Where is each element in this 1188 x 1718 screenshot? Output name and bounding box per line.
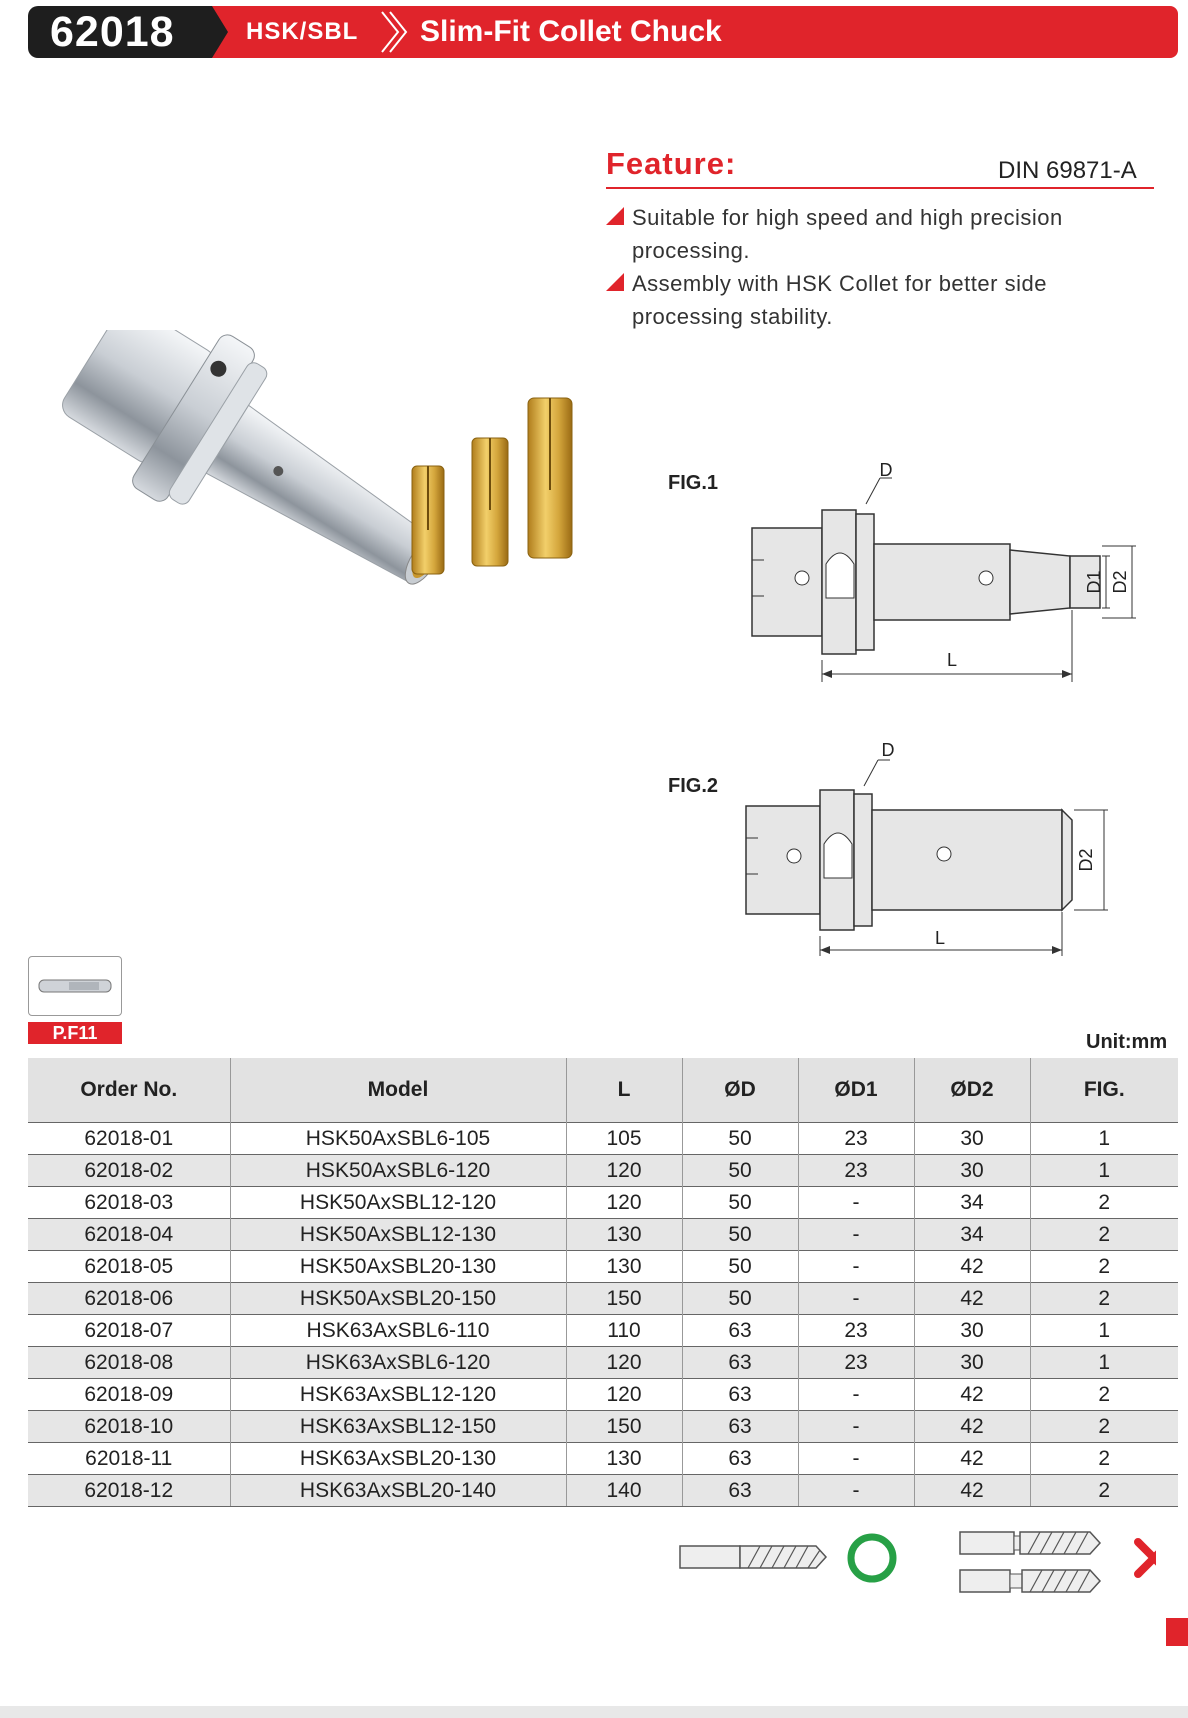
cell-order-no: 62018-07 bbox=[28, 1315, 230, 1347]
cell-fig: 2 bbox=[1030, 1283, 1178, 1315]
cell-d: 63 bbox=[682, 1379, 798, 1411]
cell-d: 63 bbox=[682, 1315, 798, 1347]
cell-fig: 2 bbox=[1030, 1251, 1178, 1283]
product-code: 62018 bbox=[50, 8, 175, 56]
cell-d2: 42 bbox=[914, 1379, 1030, 1411]
cell-fig: 2 bbox=[1030, 1411, 1178, 1443]
table-header-row bbox=[28, 1058, 1178, 1123]
endmill-stepped-shank-icon bbox=[960, 1532, 1100, 1592]
table-row bbox=[28, 1347, 1178, 1379]
cell-d2: 42 bbox=[914, 1475, 1030, 1507]
cell-model: HSK50AxSBL20-150 bbox=[230, 1283, 566, 1315]
table-row bbox=[28, 1379, 1178, 1411]
cell-d1: - bbox=[798, 1187, 914, 1219]
fig2-dim-d: D bbox=[881, 740, 895, 760]
table-row bbox=[28, 1251, 1178, 1283]
page-title: Slim-Fit Collet Chuck bbox=[420, 15, 722, 48]
triangle-bullet-icon bbox=[606, 273, 624, 291]
fig2-dim-d2: D2 bbox=[1076, 848, 1096, 872]
check-circle-icon bbox=[851, 1537, 893, 1579]
cell-model: HSK50AxSBL6-120 bbox=[230, 1155, 566, 1187]
cell-d: 50 bbox=[682, 1251, 798, 1283]
collet-thumbnail[interactable] bbox=[28, 956, 122, 1016]
cell-order-no: 62018-01 bbox=[28, 1123, 230, 1155]
cell-order-no: 62018-04 bbox=[28, 1219, 230, 1251]
cell-d2: 42 bbox=[914, 1443, 1030, 1475]
chevron-right-icon bbox=[376, 6, 416, 58]
product-photo bbox=[40, 330, 640, 670]
fig1-dim-d2: D2 bbox=[1110, 570, 1130, 594]
triangle-bullet-icon bbox=[606, 207, 624, 225]
cell-d1: - bbox=[798, 1411, 914, 1443]
cell-l: 120 bbox=[566, 1347, 682, 1379]
table-row bbox=[28, 1475, 1178, 1507]
cell-d2: 34 bbox=[914, 1219, 1030, 1251]
table-row bbox=[28, 1187, 1178, 1219]
fig2-drawing bbox=[740, 740, 1160, 960]
cell-l: 120 bbox=[566, 1187, 682, 1219]
cell-d1: - bbox=[798, 1283, 914, 1315]
table-row bbox=[28, 1219, 1178, 1251]
cell-fig: 1 bbox=[1030, 1123, 1178, 1155]
cell-order-no: 62018-12 bbox=[28, 1475, 230, 1507]
cell-d1: - bbox=[798, 1219, 914, 1251]
col-model: Model bbox=[230, 1058, 566, 1123]
page-edge-tab bbox=[1166, 1618, 1188, 1646]
cell-d1: 23 bbox=[798, 1347, 914, 1379]
col-d1: ØD1 bbox=[798, 1058, 914, 1123]
cell-order-no: 62018-05 bbox=[28, 1251, 230, 1283]
col-l: L bbox=[566, 1058, 682, 1123]
cell-d2: 30 bbox=[914, 1315, 1030, 1347]
cell-d: 63 bbox=[682, 1411, 798, 1443]
cell-d1: - bbox=[798, 1475, 914, 1507]
cell-d1: - bbox=[798, 1443, 914, 1475]
cell-d: 50 bbox=[682, 1187, 798, 1219]
cell-model: HSK50AxSBL6-105 bbox=[230, 1123, 566, 1155]
cell-fig: 2 bbox=[1030, 1475, 1178, 1507]
table-row bbox=[28, 1155, 1178, 1187]
cell-fig: 2 bbox=[1030, 1219, 1178, 1251]
cross-icon bbox=[1138, 1542, 1156, 1574]
cell-fig: 1 bbox=[1030, 1315, 1178, 1347]
cell-d: 63 bbox=[682, 1443, 798, 1475]
cell-model: HSK50AxSBL20-130 bbox=[230, 1251, 566, 1283]
cell-d: 50 bbox=[682, 1219, 798, 1251]
cell-d2: 42 bbox=[914, 1251, 1030, 1283]
cell-fig: 2 bbox=[1030, 1379, 1178, 1411]
cell-model: HSK63AxSBL12-150 bbox=[230, 1411, 566, 1443]
cell-d1: 23 bbox=[798, 1155, 914, 1187]
cell-d1: - bbox=[798, 1251, 914, 1283]
collet-large bbox=[528, 398, 572, 558]
cell-l: 130 bbox=[566, 1251, 682, 1283]
page-ref-badge[interactable]: P.F11 bbox=[28, 1022, 122, 1044]
fig1-label: FIG.1 bbox=[668, 472, 719, 494]
cell-d: 50 bbox=[682, 1283, 798, 1315]
cell-model: HSK63AxSBL20-130 bbox=[230, 1443, 566, 1475]
cell-order-no: 62018-10 bbox=[28, 1411, 230, 1443]
table-row bbox=[28, 1123, 1178, 1155]
cell-model: HSK63AxSBL6-120 bbox=[230, 1347, 566, 1379]
fig2-dim-l: L bbox=[934, 928, 946, 948]
cell-d2: 30 bbox=[914, 1155, 1030, 1187]
feature-item: Assembly with HSK Collet for better side processing stability. bbox=[606, 267, 1126, 333]
cell-d2: 30 bbox=[914, 1123, 1030, 1155]
fig1-drawing bbox=[740, 460, 1160, 690]
fig1-dim-d1: D1 bbox=[1084, 570, 1104, 594]
cell-order-no: 62018-08 bbox=[28, 1347, 230, 1379]
usage-guide bbox=[676, 1530, 1156, 1670]
cell-d2: 42 bbox=[914, 1411, 1030, 1443]
cell-d: 50 bbox=[682, 1155, 798, 1187]
cell-fig: 1 bbox=[1030, 1155, 1178, 1187]
cell-d: 63 bbox=[682, 1347, 798, 1379]
table-row bbox=[28, 1315, 1178, 1347]
cell-d2: 30 bbox=[914, 1347, 1030, 1379]
col-d: ØD bbox=[682, 1058, 798, 1123]
series-label: HSK/SBL bbox=[246, 18, 359, 45]
collet-thumbnail-icon bbox=[29, 957, 121, 1015]
feature-divider bbox=[606, 187, 1154, 189]
cell-d: 63 bbox=[682, 1475, 798, 1507]
cell-l: 120 bbox=[566, 1379, 682, 1411]
unit-label: Unit:mm bbox=[1086, 1031, 1168, 1053]
cell-d1: 23 bbox=[798, 1123, 914, 1155]
standard-label: DIN 69871-A bbox=[998, 157, 1137, 184]
table-row bbox=[28, 1443, 1178, 1475]
table-row bbox=[28, 1283, 1178, 1315]
cell-d1: - bbox=[798, 1379, 914, 1411]
table-row bbox=[28, 1411, 1178, 1443]
cell-l: 105 bbox=[566, 1123, 682, 1155]
col-d2: ØD2 bbox=[914, 1058, 1030, 1123]
cell-l: 120 bbox=[566, 1155, 682, 1187]
cell-l: 150 bbox=[566, 1411, 682, 1443]
fig1-dim-l: L bbox=[946, 650, 958, 670]
cell-l: 130 bbox=[566, 1443, 682, 1475]
cell-d2: 34 bbox=[914, 1187, 1030, 1219]
fig2-label: FIG.2 bbox=[668, 775, 719, 797]
cell-fig: 2 bbox=[1030, 1187, 1178, 1219]
col-order-no: Order No. bbox=[28, 1058, 230, 1123]
cell-order-no: 62018-06 bbox=[28, 1283, 230, 1315]
fig1-dim-d: D bbox=[879, 460, 893, 480]
cell-l: 110 bbox=[566, 1315, 682, 1347]
cell-order-no: 62018-03 bbox=[28, 1187, 230, 1219]
cell-model: HSK50AxSBL12-120 bbox=[230, 1187, 566, 1219]
bottom-band bbox=[0, 1706, 1188, 1718]
cell-fig: 1 bbox=[1030, 1347, 1178, 1379]
collet-medium bbox=[472, 438, 508, 566]
col-fig: FIG. bbox=[1030, 1058, 1178, 1123]
feature-item: Suitable for high speed and high precision processing. bbox=[606, 201, 1126, 267]
spec-table bbox=[28, 1058, 1178, 1507]
cell-d: 50 bbox=[682, 1123, 798, 1155]
cell-order-no: 62018-02 bbox=[28, 1155, 230, 1187]
cell-model: HSK63AxSBL12-120 bbox=[230, 1379, 566, 1411]
feature-title: Feature: bbox=[606, 146, 737, 181]
cell-d2: 42 bbox=[914, 1283, 1030, 1315]
cell-d1: 23 bbox=[798, 1315, 914, 1347]
cell-model: HSK63AxSBL20-140 bbox=[230, 1475, 566, 1507]
cell-model: HSK63AxSBL6-110 bbox=[230, 1315, 566, 1347]
cell-model: HSK50AxSBL12-130 bbox=[230, 1219, 566, 1251]
cell-l: 130 bbox=[566, 1219, 682, 1251]
collet-small bbox=[412, 466, 444, 574]
feature-list bbox=[606, 201, 1126, 333]
cell-order-no: 62018-11 bbox=[28, 1443, 230, 1475]
endmill-single-shank-icon bbox=[680, 1546, 826, 1568]
cell-fig: 2 bbox=[1030, 1443, 1178, 1475]
cell-l: 140 bbox=[566, 1475, 682, 1507]
cell-l: 150 bbox=[566, 1283, 682, 1315]
cell-order-no: 62018-09 bbox=[28, 1379, 230, 1411]
